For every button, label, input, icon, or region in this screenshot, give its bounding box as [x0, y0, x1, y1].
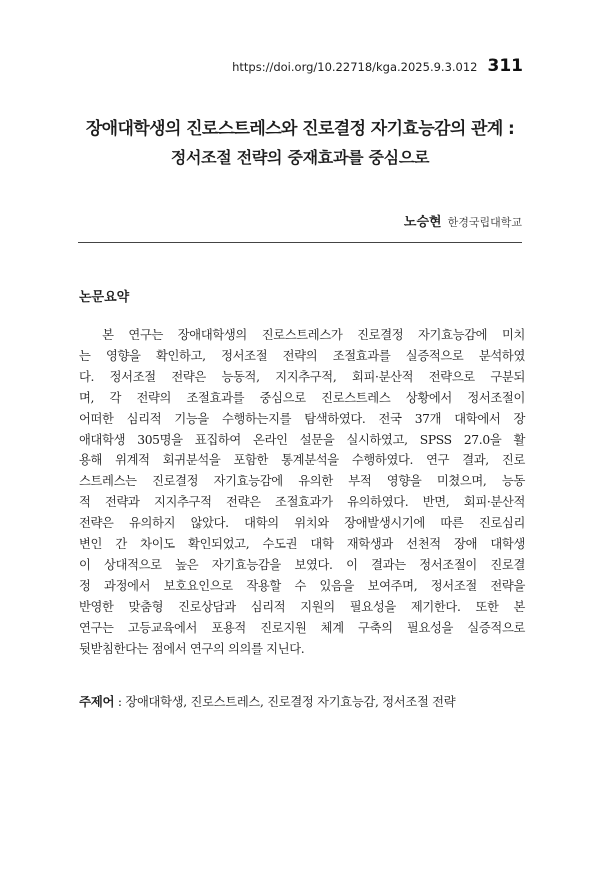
keywords-list: 장애대학생, 진로스트레스, 진로결정 자기효능감, 정서조절 전략 — [125, 695, 456, 709]
abstract-line: 스트레스는 진로결정 자기효능감에 유의한 부적 영향을 미쳤으며, 능동 — [79, 474, 525, 489]
abstract-line: 용해 위계적 회귀분석을 포함한 통계분석을 수행하였다. 연구 결과, 진로 — [79, 453, 525, 468]
abstract-line: 이 상대적으로 높은 자기효능감을 보였다. 이 결과는 정서조절이 진로결 — [79, 557, 525, 572]
abstract-line: 뒷받침한다는 점에서 연구의 의의를 지닌다. — [79, 641, 305, 656]
abstract-line: 정 과정에서 보호요인으로 작용할 수 있음을 보여주며, 정서조절 전략을 — [79, 578, 525, 593]
abstract-line: 는 영향을 확인하고, 정서조절 전략의 조절효과를 실증적으로 분석하였 — [79, 348, 525, 363]
abstract-line: 적 전략과 지지추구적 전략은 조절효과가 유의하였다. 반면, 회피·분산적 — [79, 495, 525, 510]
doi-link[interactable]: https://doi.org/10.22718/kga.2025.9.3.012 — [232, 60, 478, 74]
keywords-separator: : — [114, 695, 126, 709]
abstract-line: 변인 간 차이도 확인되었고, 수도권 대학 재학생과 선천적 장애 대학생 — [79, 537, 525, 552]
author-name: 노승현 — [403, 215, 442, 230]
title-block — [60, 116, 540, 170]
paper-subtitle: 정서조절 전략의 중재효과를 중심으로 — [170, 148, 430, 167]
paper-title: 장애대학생의 진로스트레스와 진로결정 자기효능감의 관계 : — [85, 119, 515, 139]
keywords-label: 주제어 — [79, 694, 115, 709]
author-line — [404, 211, 522, 230]
header-divider — [78, 242, 522, 243]
abstract-heading: 논문요약 — [79, 290, 130, 305]
abstract-line: 전략은 유의하지 않았다. 대학의 위치와 장애발생시기에 따른 진로심리 — [79, 516, 525, 531]
keywords-line — [79, 692, 529, 710]
author-affiliation: 한경국립대학교 — [447, 216, 522, 229]
abstract-line: 며, 각 전략의 조절효과를 중심으로 진로스트레스 상황에서 정서조절이 — [79, 390, 525, 405]
abstract-line: 애대학생 305명을 표집하여 온라인 설문을 실시하였고, SPSS 27.0을 활 — [79, 432, 525, 447]
abstract-line: 연구는 고등교육에서 포용적 진로지원 체계 구축의 필요성을 실증적으로 — [79, 620, 525, 635]
abstract-line: 어떠한 심리적 기능을 수행하는지를 탐색하였다. 전국 37개 대학에서 장 — [79, 411, 525, 426]
abstract-line: 본 연구는 장애대학생의 진로스트레스가 진로결정 자기효능감에 미치 — [79, 328, 525, 342]
running-head — [232, 56, 523, 78]
abstract-line: 다. 정서조절 전략은 능동적, 지지추구적, 회피·분산적 전략으로 구분되 — [79, 369, 525, 384]
page-number: 311 — [487, 56, 523, 76]
abstract-body — [79, 325, 525, 660]
abstract-line: 반영한 맞춤형 진로상담과 심리적 지원의 필요성을 제기한다. 또한 본 — [79, 599, 525, 614]
